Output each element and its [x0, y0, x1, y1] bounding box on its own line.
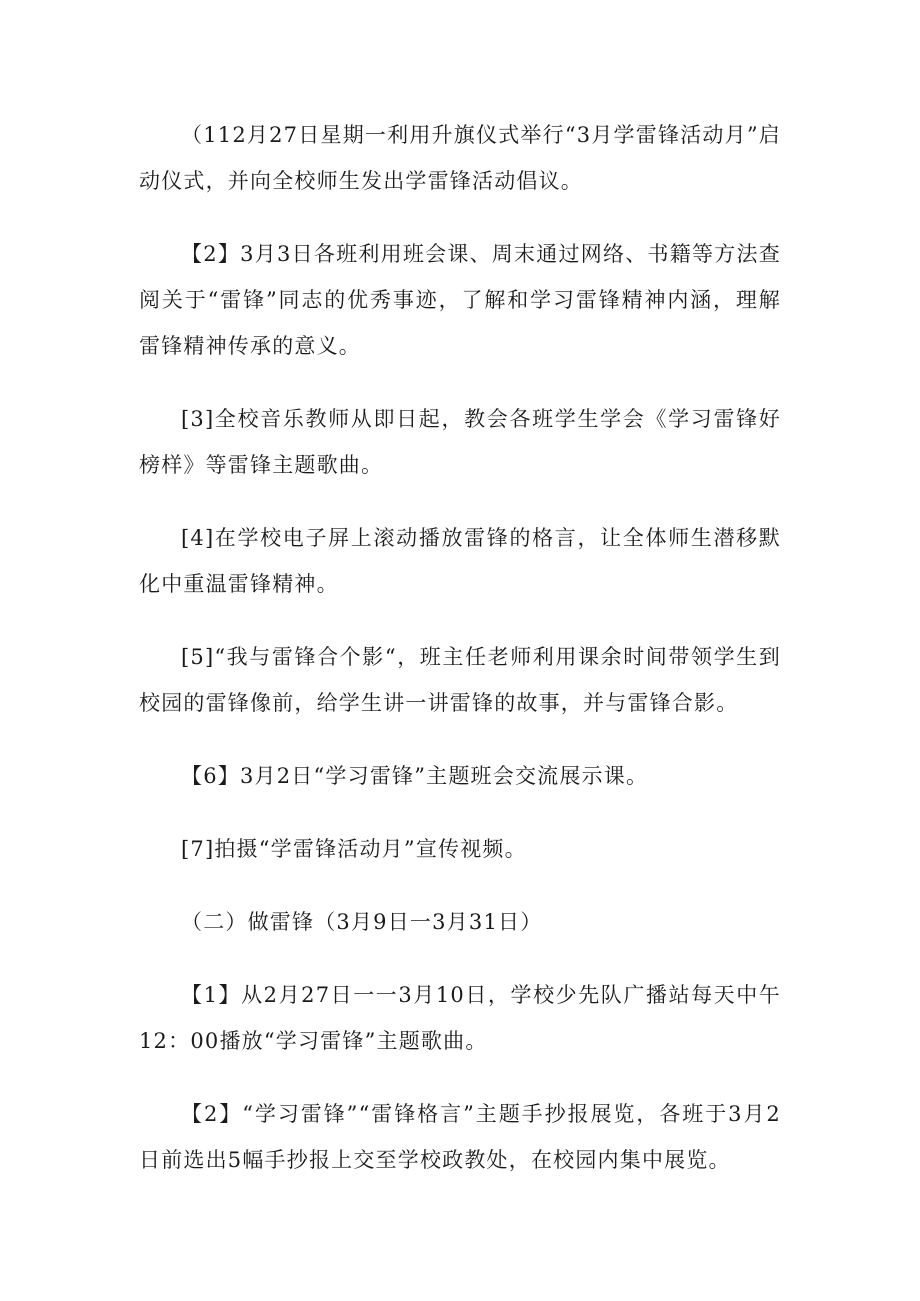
- paragraph-promo-video: [7]拍摄“学雷锋活动月”宣传视频。: [181, 837, 527, 861]
- paragraph-radio-broadcast: 【1】从2月27日一一3月10日，学校少先队广播站每天中午12：00播放“学习雷锋”主题歌曲。: [139, 983, 781, 1053]
- paragraph-electronic-screen: [4]在学校电子屏上滚动播放雷锋的格言，让全体师生潜移默化中重温雷锋精神。: [139, 526, 781, 596]
- document-body: [139, 112, 781, 1183]
- paragraph-class-meeting: 【6】3月2日“学习雷锋”主题班会交流展示课。: [181, 764, 649, 788]
- section-heading-do-leifeng: （二）做雷锋（3月9日一3月31日）: [181, 910, 543, 934]
- paragraph-handwritten-newspaper: 【2】“学习雷锋”“雷锋格言”主题手抄报展览，各班于3月2日前选出5幅手抄报上交至学校政教处，在校园内集中展览。: [139, 1102, 781, 1172]
- paragraph-photo-with-leifeng: [5]“我与雷锋合个影“，班主任老师利用课余时间带领学生到校园的雷锋像前，给学生讲一讲雷锋的故事，并与雷锋合影。: [139, 645, 781, 715]
- paragraph-launch-ceremony: （112月27日星期一利用升旗仪式举行“3月学雷锋活动月”启动仪式，并向全校师生发出学雷锋活动倡议。: [139, 123, 781, 193]
- paragraph-class-research: 【2】3月3日各班利用班会课、周末通过网络、书籍等方法查阅关于“雷锋”同志的优秀事迹，了解和学习雷锋精神内涵，理解雷锋精神传承的意义。: [139, 242, 781, 358]
- paragraph-music-songs: [3]全校音乐教师从即日起，教会各班学生学会《学习雷锋好榜样》等雷锋主题歌曲。: [139, 407, 781, 477]
